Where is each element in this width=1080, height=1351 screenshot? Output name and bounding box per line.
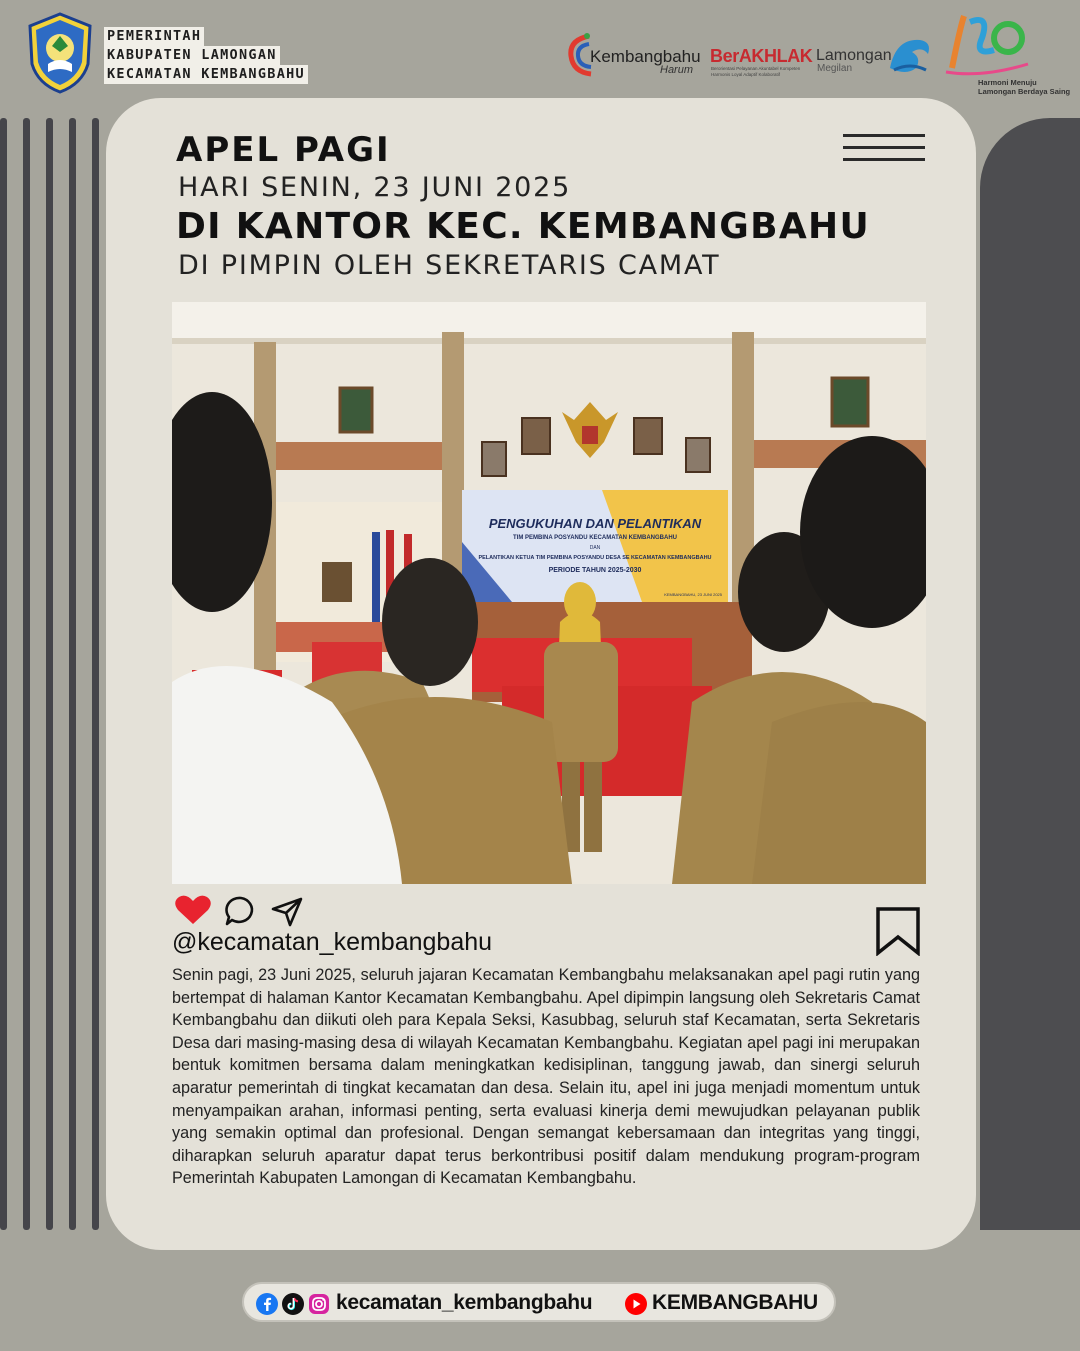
decor-stripe: [92, 118, 99, 1230]
decor-stripe: [0, 118, 7, 1230]
footer-youtube[interactable]: KEMBANGBAHU: [652, 1291, 818, 1314]
social-footer: [242, 1282, 836, 1322]
berakhlak-logo-sub: Berorientasi Pelayanan Akuntabel Kompeten: [711, 66, 801, 71]
government-name: [104, 27, 308, 84]
gov-line: PEMERINTAH: [104, 27, 204, 46]
bookmark-icon[interactable]: [874, 906, 922, 956]
banner-line: TIM PEMBINA POSYANDU KECAMATAN KEMBANGBAHU: [512, 535, 677, 541]
anniversary-tagline: Harmoni Menuju: [978, 78, 1037, 87]
post-location: DI KANTOR KEC. KEMBANGBAHU: [176, 206, 870, 247]
menu-icon[interactable]: [843, 134, 925, 162]
lamongan-logo-text: Lamongan: [816, 47, 892, 64]
instagram-icon[interactable]: [308, 1293, 330, 1315]
anniversary-tagline: Lamongan Berdaya Saing: [978, 87, 1071, 96]
heart-icon[interactable]: [174, 894, 212, 926]
banner-date: KEMBANGBAHU, 23 JUNI 2025: [664, 592, 722, 597]
account-handle[interactable]: @kecamatan_kembangbahu: [172, 928, 493, 956]
decor-stripe: [46, 118, 53, 1230]
facebook-icon[interactable]: [256, 1293, 278, 1315]
event-photo: [172, 302, 926, 884]
kembangbahu-logo-text: Kembangbahu: [590, 47, 701, 66]
footer-handle[interactable]: kecamatan_kembangbahu: [336, 1291, 593, 1314]
banner-period: PERIODE TAHUN 2025-2030: [548, 567, 642, 574]
gov-line: KABUPATEN LAMONGAN: [104, 46, 280, 65]
lamongan-seal-logo: [26, 12, 94, 94]
decor-stripe: [23, 118, 30, 1230]
berakhlak-logo-text: BerAKHLAK: [710, 46, 813, 66]
post-title: APEL PAGI: [176, 130, 391, 170]
event-photo-scene: [172, 302, 926, 884]
post-date: HARI SENIN, 23 JUNI 2025: [178, 172, 572, 203]
berakhlak-logo-sub: Harmonis Loyal Adaptif Kolaboratif: [711, 72, 781, 77]
lamongan-wave-icon: [886, 32, 934, 78]
share-icon[interactable]: [270, 896, 304, 928]
decor-stripe: [69, 118, 76, 1230]
post-leader: DI PIMPIN OLEH SEKRETARIS CAMAT: [178, 250, 721, 281]
lamongan-logo-sub: Megilan: [817, 63, 853, 74]
kembangbahu-logo-sub: Harum: [660, 64, 694, 76]
banner-line: PELANTIKAN KETUA TIM PEMBINA POSYANDU DESA SE KECAMATAN KEMBANGBAHU: [478, 555, 712, 561]
banner-title: PENGUKUHAN DAN PELANTIKAN: [488, 516, 702, 531]
post-caption: Senin pagi, 23 Juni 2025, seluruh jajaran Kecamatan Kembangbahu melaksanakan apel pagi rutin yang bertempat di halaman Kantor Kecamatan Kembangbahu. Apel dipimpin langsung oleh Sekretaris Camat Kembangbahu dan diikuti oleh para Kepala Seksi, Kasubbag, seluruh staf Kecamatan, serta Sekretaris Desa dari masing-masing desa di wilayah Kecamatan Kembangbahu. Kegiatan apel pagi ini merupakan bentuk komitmen bersama dalam meningkatkan kedisiplinan, tanggung jawab, dan sinergi seluruh aparatur pemerintah di tingkat kecamatan dan desa. Selain itu, apel ini juga menjadi momentum untuk menyampaikan arahan, informasi penting, serta evaluasi kinerja demi mewujudkan pelayanan publik yang semakin optimal dan profesional. Dengan semangat kebersamaan dan integritas yang tinggi, diharapkan seluruh aparatur dapat terus berkontribusi positif dalam mendukung program-program Pemerintah Kabupaten Lamongan di Kecamatan Kembangbahu.: [172, 966, 920, 1188]
event-banner: [462, 490, 728, 597]
decor-right-panel: [980, 118, 1080, 1230]
comment-icon[interactable]: [224, 895, 258, 927]
header: [0, 0, 1080, 100]
tiktok-icon[interactable]: [282, 1293, 304, 1315]
banner-line: DAN: [589, 545, 601, 551]
youtube-icon[interactable]: [624, 1293, 648, 1315]
gov-line: KECAMATAN KEMBANGBAHU: [104, 65, 308, 84]
anniversary-mark-icon: [942, 8, 1032, 78]
